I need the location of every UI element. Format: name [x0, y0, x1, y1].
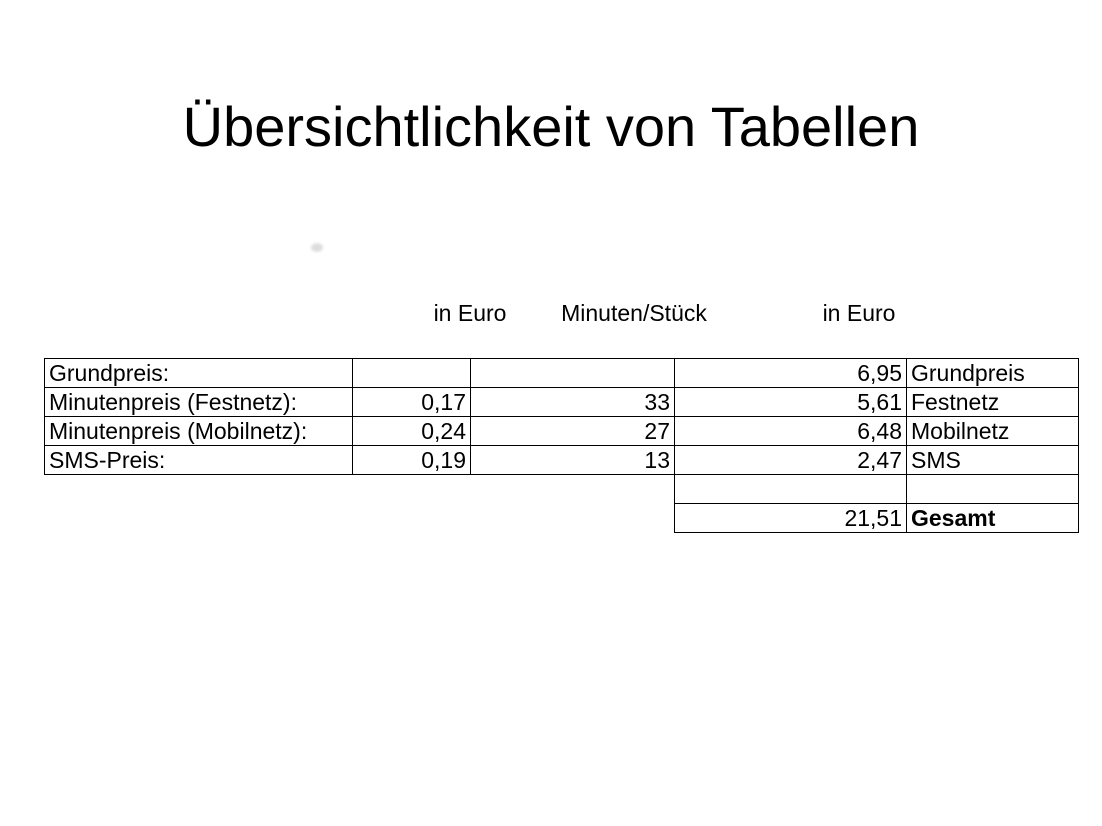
row-label: Minutenpreis (Mobilnetz): [45, 417, 353, 446]
row-label [45, 475, 353, 504]
row-unit-price: 0,24 [353, 417, 471, 446]
table-row [45, 475, 1079, 504]
column-header-quantity: Minuten/Stück [561, 300, 707, 326]
price-table [44, 358, 1079, 533]
row-quantity: 33 [471, 388, 675, 417]
row-name: Mobilnetz [907, 417, 1079, 446]
row-unit-price: 0,19 [353, 446, 471, 475]
column-header-total: in Euro [822, 300, 896, 326]
table-row [45, 388, 1079, 417]
row-total: 6,95 [675, 359, 907, 388]
row-total: 5,61 [675, 388, 907, 417]
row-quantity: 13 [471, 446, 675, 475]
table-row-total [45, 504, 1079, 533]
row-quantity: 27 [471, 417, 675, 446]
page-title: Übersichtlichkeit von Tabellen [182, 94, 920, 158]
row-name: Festnetz [907, 388, 1079, 417]
table-row [45, 417, 1079, 446]
table-row [45, 446, 1079, 475]
row-label: Minutenpreis (Festnetz): [45, 388, 353, 417]
row-total: 6,48 [675, 417, 907, 446]
row-unit-price [353, 359, 471, 388]
row-unit-price: 0,17 [353, 388, 471, 417]
row-total: 21,51 [675, 504, 907, 533]
row-total: 2,47 [675, 446, 907, 475]
decorative-smudge [311, 243, 323, 252]
row-name [907, 475, 1079, 504]
row-quantity [471, 504, 675, 533]
row-label [45, 504, 353, 533]
row-total [675, 475, 907, 504]
row-quantity [471, 359, 675, 388]
table-row [45, 359, 1079, 388]
table-column-headers [44, 300, 1078, 332]
column-header-unit-price: in Euro [433, 300, 507, 326]
row-name: Grundpreis [907, 359, 1079, 388]
row-label: Grundpreis: [45, 359, 353, 388]
row-name: SMS [907, 446, 1079, 475]
row-label: SMS-Preis: [45, 446, 353, 475]
row-quantity [471, 475, 675, 504]
row-name: Gesamt [907, 504, 1079, 533]
row-unit-price [353, 475, 471, 504]
row-unit-price [353, 504, 471, 533]
